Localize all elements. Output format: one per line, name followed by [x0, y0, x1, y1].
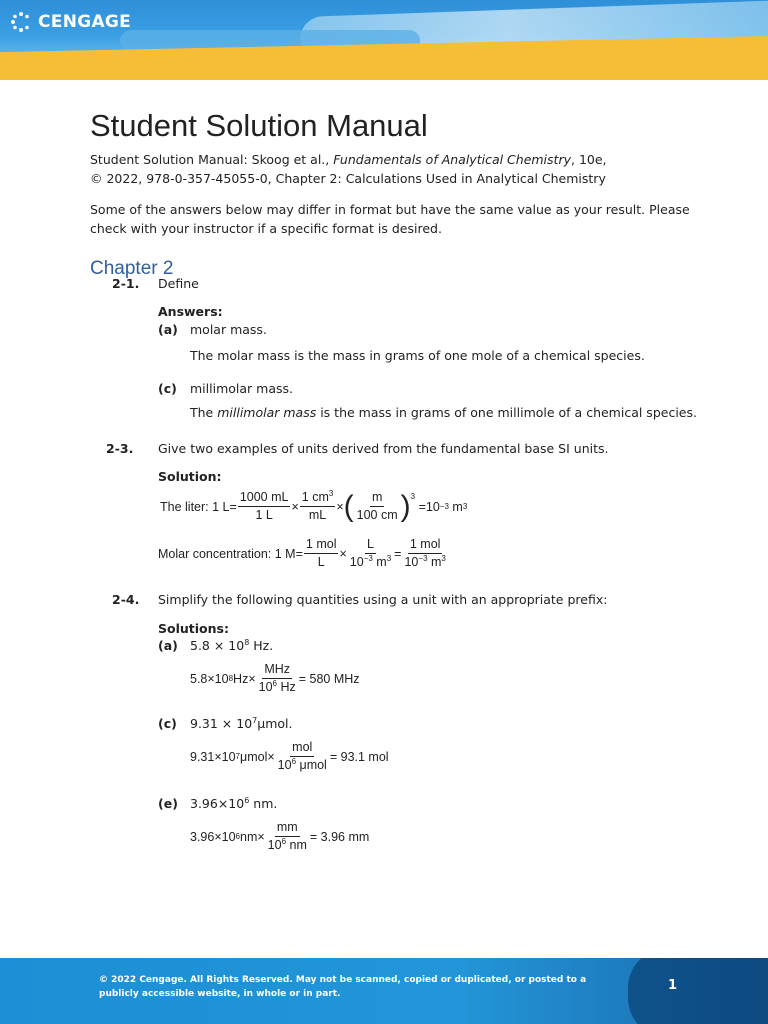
numerator: mol: [290, 740, 314, 757]
denominator-text: 10: [404, 555, 419, 569]
equation-lhs: 1 L: [212, 499, 230, 514]
numerator-text: 1 cm: [301, 490, 329, 504]
answers-label: Answers:: [158, 304, 223, 319]
numerator: MHz: [262, 662, 292, 679]
right-paren: ): [400, 489, 411, 523]
cengage-logo-icon: [10, 11, 32, 33]
part-text: [190, 716, 293, 732]
fraction: [300, 490, 336, 523]
denominator: 100 cm: [356, 508, 398, 522]
equation-result: = 3.96 mm: [309, 829, 370, 844]
equation-label: Molar concentration:: [158, 546, 272, 561]
fraction: [257, 662, 298, 695]
denominator: [257, 679, 298, 695]
denominator: L: [317, 555, 325, 569]
fraction: [304, 537, 339, 570]
numerator: m: [370, 490, 384, 507]
citation-line2: © 2022, 978-0-357-45055-0, Chapter 2: Calculations Used in Analytical Chemistry: [90, 171, 606, 186]
denominator: [276, 757, 329, 773]
liter-equation: The liter: 1 L = $\frac{1000 mL}{1 L}$ × $\frac{1 cm^3}{mL}$ × ( $\frac{m}{100 cm}$ ) $^3$ = 10 −3 m 3: [160, 488, 468, 523]
denominator-unit: μmol: [296, 758, 327, 772]
denominator-text: 10: [258, 680, 273, 694]
denominator: $10^{-3}$ $m^3$: [349, 553, 392, 569]
answer-term: millimolar mass: [217, 405, 317, 420]
denominator: [266, 837, 309, 853]
denominator-unit: nm: [286, 838, 307, 852]
logo-text: CENGAGE: [38, 12, 132, 32]
denominator-text: 10: [277, 758, 292, 772]
solution-label: Solution:: [158, 469, 222, 484]
fraction: [348, 537, 393, 570]
equation-lhs: 9.31×10: [190, 749, 236, 764]
page-number: 1: [668, 978, 678, 993]
denominator: 1 L: [255, 508, 273, 522]
equation-label: The liter:: [160, 499, 209, 514]
result-unit: m: [452, 499, 463, 514]
book-citation: [90, 150, 690, 188]
citation-edition: , 10e,: [571, 152, 607, 167]
question-text: Define: [158, 276, 199, 291]
denominator-exponent: 6: [291, 756, 297, 766]
numerator: 1 mol: [304, 537, 339, 554]
part-unit: Hz.: [249, 638, 274, 653]
left-paren: (: [343, 489, 354, 523]
fraction: [355, 490, 400, 523]
answer-text: [190, 405, 697, 421]
part-label: (a): [158, 322, 178, 337]
copyright-notice: © 2022 Cengage. All Rights Reserved. May not be scanned, copied or duplicated, or posted to a publicly accessible website, in whole or in part.: [99, 975, 587, 999]
part-exponent: 8: [244, 637, 250, 647]
answer-text-pre: The: [190, 405, 218, 420]
book-title: Fundamentals of Analytical Chemistry: [333, 152, 571, 167]
equation-lhs: 5.8×10: [190, 671, 229, 686]
part-text: [190, 638, 273, 654]
document-header: [90, 104, 690, 282]
part-value: 9.31 × 10: [190, 716, 253, 731]
denominator-text: 10: [267, 838, 282, 852]
part-label: (c): [158, 381, 177, 396]
part-exponent: 6: [244, 795, 250, 805]
numerator: 1 $cm^3$: [300, 490, 336, 507]
denominator-text: 10: [349, 555, 364, 569]
result-value: 10: [425, 499, 440, 514]
chapter-heading: Chapter 2: [90, 258, 174, 279]
numerator: 1000 mL: [238, 490, 291, 507]
part-value: 3.96×10: [190, 796, 245, 811]
page-title: Student Solution Manual: [90, 108, 428, 143]
fraction: [266, 820, 309, 853]
part-label: (c): [158, 716, 177, 731]
numerator: 1 mol: [408, 537, 443, 554]
denominator-exponent: 6: [281, 836, 287, 846]
fraction: [238, 490, 291, 523]
numerator: L: [365, 537, 376, 554]
fraction: [276, 740, 329, 773]
equation-result: = 580 MHz: [298, 671, 360, 686]
citation-text: Student Solution Manual: Skoog et al.,: [90, 152, 334, 167]
lhs-unit: nm×: [240, 829, 265, 844]
numerator: mm: [275, 820, 300, 837]
part-text: [190, 796, 277, 812]
conversion-equation: 5.8×10 8 Hz× $\frac{\text{MHz}}{10^6 Hz}$ = 580 MHz: [190, 662, 360, 694]
denominator: mL: [308, 508, 327, 522]
lhs-unit: Hz×: [233, 671, 256, 686]
cengage-logo: [10, 11, 131, 33]
conversion-equation: 9.31×10 7 μmol× $\frac{\text{mol}}{10^6 \mu mol}$ = 93.1 mol: [190, 740, 389, 772]
part-label: (a): [158, 638, 178, 653]
part-text: molar mass.: [190, 322, 267, 337]
denominator-unit: Hz: [276, 680, 296, 694]
answer-text: The molar mass is the mass in grams of one mole of a chemical species.: [190, 348, 645, 363]
question-number: 2-1.: [112, 276, 140, 291]
part-unit: μmol.: [257, 716, 293, 731]
part-label: (e): [158, 796, 178, 811]
equation-result: = 93.1 mol: [329, 749, 389, 764]
header-banner: [0, 0, 768, 80]
equation-lhs: 3.96×10: [190, 829, 236, 844]
solutions-label: Solutions:: [158, 621, 229, 636]
footer-banner: [0, 958, 768, 1024]
equation-lhs: 1 M: [274, 546, 296, 561]
format-note: Some of the answers below may differ in format but have the same value as your result. Please check with your instructor if a specific format is desired.: [90, 202, 690, 236]
molar-equation: Molar concentration: 1 M = $\frac{\text{1 mol}}{L}$ × $\frac{L}{10^{-3} m^3}$ = $\frac{\text{1 mol}}{10^{-3} m^3}$: [158, 537, 446, 569]
part-text: millimolar mass.: [190, 381, 293, 396]
question-text: Simplify the following quantities using a unit with an appropriate prefix:: [158, 592, 608, 607]
fraction: [402, 537, 447, 570]
question-number: 2-3.: [106, 441, 134, 456]
part-value: 5.8 × 10: [190, 638, 245, 653]
part-exponent: 7: [252, 715, 258, 725]
answer-text-post: is the mass in grams of one millimole of a chemical species.: [316, 405, 697, 420]
conversion-equation: 3.96×10 6 nm× $\frac{mm}{10^6 nm}$ = 3.96 mm: [190, 820, 370, 852]
denominator-exponent: 6: [272, 678, 277, 688]
footer-dark-splash: [628, 958, 768, 1024]
question-number: 2-4.: [112, 592, 140, 607]
part-unit: nm.: [249, 796, 278, 811]
denominator: $10^{-3}$ $m^3$: [404, 553, 446, 569]
lhs-unit: μmol×: [240, 749, 275, 764]
question-text: Give two examples of units derived from the fundamental base SI units.: [158, 441, 609, 456]
